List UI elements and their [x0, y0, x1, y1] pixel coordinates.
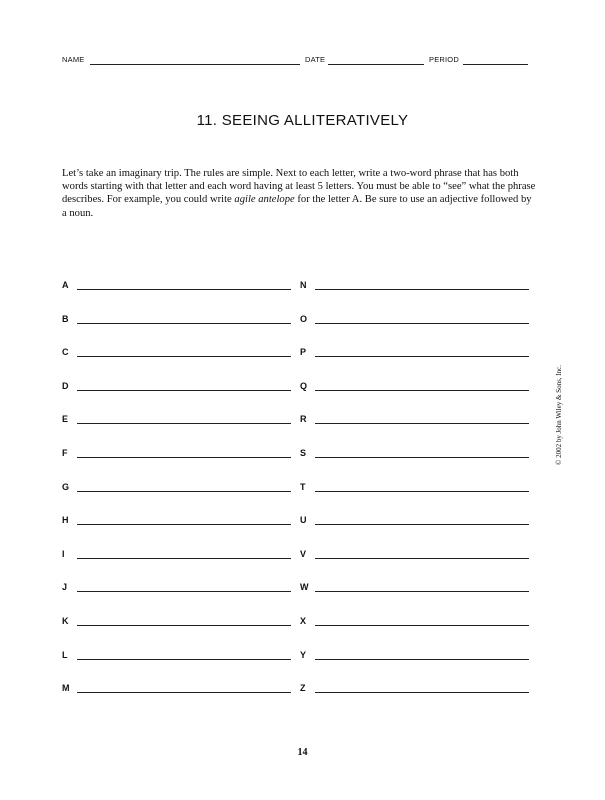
- answer-line-s[interactable]: [315, 457, 529, 458]
- letter-label: E: [62, 414, 69, 425]
- answer-line-j[interactable]: [77, 591, 291, 592]
- letter-row-y: [300, 650, 540, 684]
- letter-label: W: [300, 582, 309, 593]
- letter-row-u: [300, 515, 540, 549]
- answer-line-m[interactable]: [77, 692, 291, 693]
- answer-line-v[interactable]: [315, 558, 529, 559]
- page-title: 11. SEEING ALLITERATIVELY: [196, 112, 409, 129]
- letter-label: A: [62, 280, 69, 290]
- answer-line-r[interactable]: [315, 423, 529, 424]
- letter-label: R: [300, 414, 307, 425]
- instructions-text-end: for the letter A. Be sure to use an adjective followed by a noun.: [62, 194, 532, 219]
- letter-label: I: [62, 548, 65, 559]
- letter-row-v: [300, 549, 540, 583]
- letter-label: Q: [300, 380, 308, 391]
- letter-row-m: [62, 683, 302, 717]
- letter-label: M: [62, 683, 70, 694]
- letter-label: F: [62, 447, 68, 458]
- letter-row-d: [62, 381, 302, 415]
- letter-row-z: [300, 683, 540, 717]
- example-word-2: antelope: [258, 194, 295, 206]
- answer-line-c[interactable]: [77, 356, 291, 357]
- letter-row-o: [300, 314, 540, 348]
- answer-line-w[interactable]: [315, 591, 529, 592]
- copyright-notice: © 2002 by John Wiley & Sons, Inc.: [555, 365, 563, 465]
- letter-label: U: [300, 515, 307, 526]
- letter-row-a: [62, 280, 302, 314]
- answer-line-a[interactable]: [77, 289, 291, 290]
- letter-label: D: [62, 380, 69, 391]
- letter-label: Y: [300, 649, 307, 660]
- answer-line-p[interactable]: [315, 356, 529, 357]
- period-label: PERIOD: [429, 55, 459, 64]
- letter-row-f: [62, 448, 302, 482]
- letter-row-r: [300, 414, 540, 448]
- instructions-text: Let’s take an imaginary trip. The rules are simple. Next to each letter, write a two-word phrase that has both words starting with that letter and each word having at least 5 letters. You must be able to “see” what the phrase describes. For example, you could write: [62, 168, 536, 206]
- letter-row-s: [300, 448, 540, 482]
- answer-line-o[interactable]: [315, 323, 529, 324]
- answer-line-z[interactable]: [315, 692, 529, 693]
- letter-row-w: [300, 582, 540, 616]
- letter-label: N: [300, 280, 307, 290]
- letter-row-n: [300, 280, 540, 314]
- letter-row-e: [62, 414, 302, 448]
- letter-row-j: [62, 582, 302, 616]
- answer-line-i[interactable]: [77, 558, 291, 559]
- letter-label: P: [300, 347, 307, 358]
- letter-label: H: [62, 515, 69, 526]
- letter-row-p: [300, 347, 540, 381]
- answer-line-x[interactable]: [315, 625, 529, 626]
- letter-row-c: [62, 347, 302, 381]
- letter-row-q: [300, 381, 540, 415]
- answer-line-d[interactable]: [77, 390, 291, 391]
- date-field[interactable]: [328, 64, 424, 65]
- name-field[interactable]: [90, 64, 300, 65]
- period-field[interactable]: [463, 64, 528, 65]
- date-label: DATE: [305, 55, 326, 64]
- name-label: NAME: [62, 55, 85, 64]
- instructions: [62, 167, 538, 220]
- student-info-header: [62, 55, 532, 67]
- answer-line-g[interactable]: [77, 491, 291, 492]
- letter-label: V: [300, 548, 307, 559]
- letter-column-right: [300, 280, 540, 717]
- answer-line-f[interactable]: [77, 457, 291, 458]
- letter-label: O: [300, 313, 308, 324]
- answer-line-y[interactable]: [315, 659, 529, 660]
- answer-line-b[interactable]: [77, 323, 291, 324]
- answer-line-q[interactable]: [315, 390, 529, 391]
- answer-line-t[interactable]: [315, 491, 529, 492]
- letter-label: K: [62, 615, 69, 626]
- letter-column-left: [62, 280, 302, 717]
- letter-label: B: [62, 313, 69, 324]
- answer-line-n[interactable]: [315, 289, 529, 290]
- answer-line-u[interactable]: [315, 524, 529, 525]
- letter-row-h: [62, 515, 302, 549]
- letter-row-x: [300, 616, 540, 650]
- answer-line-h[interactable]: [77, 524, 291, 525]
- letter-label: J: [62, 582, 68, 593]
- letter-row-g: [62, 482, 302, 516]
- letter-row-k: [62, 616, 302, 650]
- answer-line-k[interactable]: [77, 625, 291, 626]
- letter-row-t: [300, 482, 540, 516]
- letter-label: G: [62, 481, 70, 492]
- letter-label: X: [300, 615, 307, 626]
- letter-label: T: [300, 481, 306, 492]
- letter-row-i: [62, 549, 302, 583]
- letter-label: Z: [300, 683, 306, 694]
- letter-label: L: [62, 649, 68, 660]
- letter-row-l: [62, 650, 302, 684]
- letter-row-b: [62, 314, 302, 348]
- letter-label: C: [62, 347, 69, 358]
- page-number: 14: [297, 747, 308, 758]
- example-word-1: agile: [234, 194, 256, 206]
- answer-line-e[interactable]: [77, 423, 291, 424]
- answer-line-l[interactable]: [77, 659, 291, 660]
- letter-label: S: [300, 447, 307, 458]
